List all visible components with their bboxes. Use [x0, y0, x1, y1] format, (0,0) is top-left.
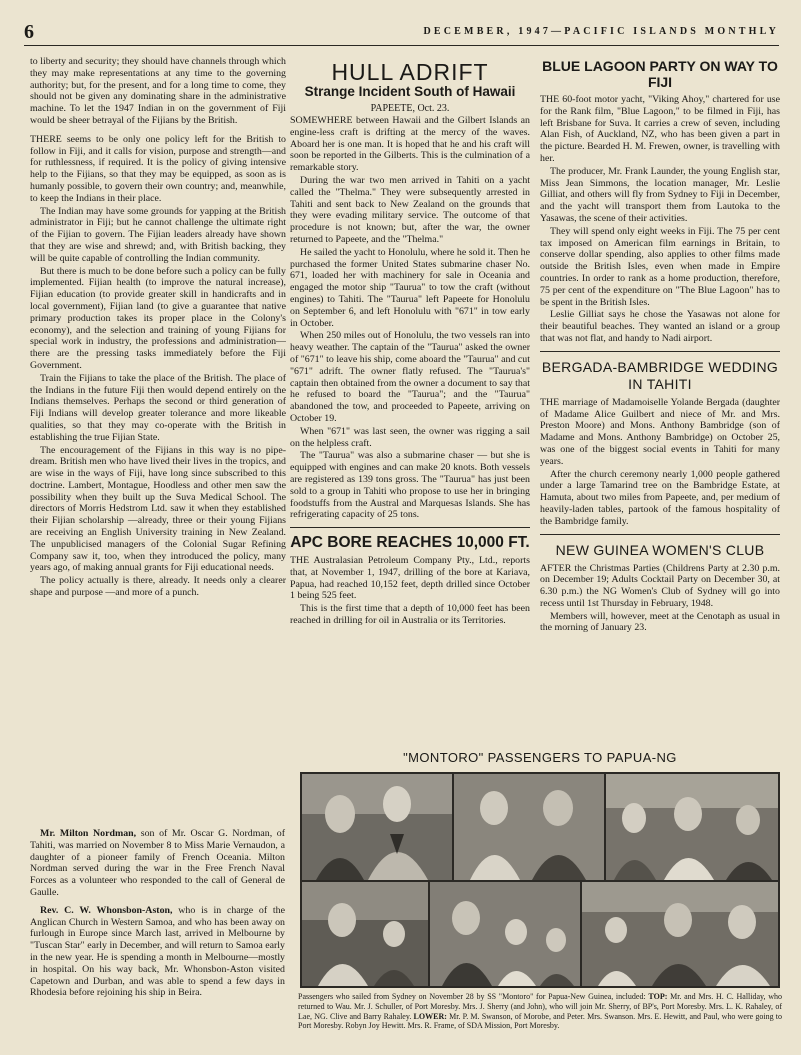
lagoon-paragraph: They will spend only eight weeks in Fiji. The 75 per cent tax imposed on American film earnings in Britain, to conserve dollar spending, also applies to other films made outside the British Isles, even when made in Empire countries. In order to rank as a home production, therefore, 75 per cent of the expenditure on "The Blue Lagoon" has to be spent in the British Isles. [540, 225, 780, 308]
hull-article [290, 60, 530, 730]
nordman-note: Mr. Milton Nordman, son of Mr. Oscar G. Nordman, of Tahiti, was married on November 8 to Miss Marie Vernaudon, a daughter of a pioneer family of French Oceania. Milton Nordman served during the war in the Free French Naval Forces as a volunteer who responded to the call of General de Gaulle. [30, 828, 286, 898]
page-number: 6 [24, 21, 34, 43]
hull-headline: HULL ADRIFT [331, 60, 489, 85]
lagoon-paragraph: THE 60-foot motor yacht, "Viking Ahoy," chartered for use for the Rank film, "Blue Lagoon," to be filmed in Fiji, has left Brisbane for Suva. It carries a crew of seven, including Alan Fish, of Auckland, NZ, who has been given a part in the picture. Bearded H. M. Frewen, owner, is travelling with her. [540, 94, 780, 164]
nordman-name: Mr. Milton Nordman, [40, 828, 137, 839]
hull-paragraph: He sailed the yacht to Honolulu, where he sold it. Then he purchased the former United States submarine chaser No. 671, loaded her with machinery for sale in Oceania and engaged the motor ship "Taurua" to tow the craft (without engines) to Tahiti. The "Taurua" left Papeete for Honolulu on September 6, and left Honolulu with "671" in tow early in October. [290, 246, 530, 329]
lagoon-headline: BLUE LAGOON PARTY ON WAY TO FIJI [542, 58, 778, 90]
fiji-paragraph: Train the Fijians to take the place of the British. The place of the Indians in the future Fiji then would depend entirely on the Indians themselves. Perhaps the second or third generation of Fiji Indians will develop greater tolerance and more likeable qualities, so that they may co-operate with the British in establishing the true Fijian State. [30, 372, 286, 443]
caption-top-text: Mr. and Mrs. H. C. Halliday, who returned to Wau. Mr. J. Schuller, of Port Moresby. Mrs. J. Sherry (and John), who will join Mr. Sherry, of BP's, Port Moresby. Mrs. L. K. Rahaley, of Lae, NG. Clive and Barry Rahaley. [298, 992, 783, 1021]
bore-paragraph: THE Australasian Petroleum Company Pty., Ltd., reports that, at November 1, 1947, drilling of the bore at Kariava, Papua, had reached 10,152 feet, depth drilled since October 1 being 525 feet. [290, 555, 530, 602]
club-paragraph: Members will, however, meet at the Cenotaph as usual in the morning of January 23. [540, 610, 780, 634]
caption-top-label: TOP: [648, 992, 668, 1001]
running-head-text: DECEMBER, 1947—PACIFIC ISLANDS MONTHLY [423, 26, 779, 37]
fiji-article [30, 56, 286, 818]
passenger-photo [430, 882, 580, 986]
whonsbon-note: Rev. C. W. Whonsbon-Aston, who is in charge of the Anglican Church in Western Samoa, and who has been away on furlough in Europe since March last, arrived in Melbourne by "Tuscan Star" early in December, and will return to Samoa early in the new year. He is spending a month in Melbourne—mostly in hospital. On his way back, Mr. Whonsbon-Aston visited Capetown and Durban, and was able to spend a few days in Rhodesia before rejoining his ship in Beira. [30, 904, 285, 999]
fiji-paragraph: The encouragement of the Fijians in this way is no pipe-dream. British men who have lived their lives in the tropics, and are wise in the ways of Fiji, have long since subscribed to this doctrine. Lambert, Montague, Hoodless and other men saw the possibility when they built up the Suva Medical School. The directors of Morris Hedstrom Ltd. saw it when they established their Fijian scholarship —already, three or their young Fijians are receiving an English University training in New Zealand. The unpublicised managers of the Colonial Sugar Refining Company saw it, too, when they introduced the policy, many years ago, of making annual grants for Fiji educational needs. [30, 444, 286, 574]
fiji-paragraph: The Indian may have some grounds for yapping at the British administrator in Fiji; but he cannot challenge the ultimate right of the Fijian to govern. The Fijian leaders already have shown that they are wise and shrewd; and, with British backing, they will be quite capable of controlling the Indian community. [30, 205, 286, 264]
section-rule [540, 351, 780, 352]
fiji-paragraph: But there is much to be done before such a policy can be fully implemented. Fijian health (to improve the natural increase), Fijian education (to provide greater skill in handicrafts and in local government), Fijian land (to give a guarantee that native primary production takes its proper place in the Colony's economy), and the selection and training of young Fijians for special work in industry, the professions and administration—there are the pressing tasks immediately before the Fiji Government. [30, 265, 286, 371]
photo-headline: "MONTORO" PASSENGERS TO PAPUA-NG [403, 750, 677, 765]
bore-headline: APC BORE REACHES 10,000 FT. [290, 534, 530, 552]
running-head [24, 22, 779, 46]
caption-intro: Passengers who sailed from Sydney on November 28 by SS "Montoro" for Papua-New Guinea, included: [298, 992, 646, 1001]
section-rule [290, 527, 530, 528]
hull-paragraph: When "671" was last seen, the owner was rigging a sail on the helpless craft. [290, 425, 530, 449]
whonsbon-name: Rev. C. W. Whonsbon-Aston, [40, 904, 173, 916]
photo-caption [298, 992, 782, 1031]
hull-paragraph: The "Taurua" was also a submarine chaser — but she is equipped with engines and can make 20 knots. Both vessels are registered as 139 tons gross. The "Taurua" has just been sold to a group in Tahiti who propose to use her in bringing foodstuffs from the Austral and Marquesas Islands. She has refrigerating capacity of 25 tons. [290, 450, 530, 521]
hull-dateline: PAPEETE, Oct. 23. [370, 103, 450, 114]
passenger-photo [302, 882, 428, 986]
caption-lower-label: LOWER: [413, 1011, 447, 1021]
personal-notes [30, 828, 285, 1001]
hull-paragraph: When 250 miles out of Honolulu, the two vessels ran into heavy weather. The captain of the "Taurua" asked the owner of "671" to leave his ship, come aboard the "Taurua" and cut "671" adrift. The owner flatly refused. The "Taurua's" captain then obtained from the owner a document to say that he refused to board the "Taurua"; and the "Taurua" abandoned the tow, and proceeded to Papeete, arriving on October 19. [290, 330, 530, 424]
lagoon-paragraph: The producer, Mr. Frank Launder, the young English star, Miss Jean Simmons, the location manager, Mr. Leslie Gilliat, and others will fly from Sydney to Fiji in December, and the yacht will transport them from Lautoka to the Yasawas, the scene of their activities. [540, 165, 780, 224]
bore-paragraph: This is the first time that a depth of 10,000 feet has been reached in drilling for oil in Australia or its Territories. [290, 603, 530, 627]
passenger-photos [300, 772, 780, 988]
fiji-paragraph: THERE seems to be only one policy left for the British to follow in Fiji, and it calls for vision, purpose and strength—and for ruthlessness, if required. It is the policy of giving intensive help to the Fijians, so that they may be equipped, as soon as is humanly possible, to govern their own country; and, meanwhile, to keep the Indians in their place. [30, 133, 286, 204]
wedding-paragraph: THE marriage of Madamoiselle Yolande Bergada (daughter of Madame Alice Guilbert and niece of Mr. and Mrs. Preston Moore) and Mons. Anthony Bambridge (son of Madame and Mons. Anthony Bambridge) on October 25, was one of the biggest social events in Tahiti for many years. [540, 396, 780, 467]
hull-subheadline: Strange Incident South of Hawaii [304, 84, 516, 99]
wedding-headline: BERGADA-BAMBRIDGE WEDDING IN TAHITI [541, 358, 779, 392]
passenger-photo [454, 774, 604, 880]
passenger-photo [606, 774, 778, 880]
fiji-paragraph: The policy actually is there, already. It needs only a clearer shape and purpose —and more of a punch. [30, 575, 286, 599]
passenger-photo [582, 882, 778, 986]
lagoon-paragraph: Leslie Gilliat says he chose the Yasawas not alone for their beautiful beaches. They wanted an island or a group that was not flat, and handy to Nadi airport. [540, 309, 780, 344]
club-paragraph: AFTER the Christmas Parties (Childrens Party at 2.30 p.m. on December 19; Adults Cocktail Party on December 30, at 6.30 p.m.) the NG Women's Club of Sydney will go into recess until 1st Thursday in February, 1948. [540, 562, 780, 609]
caption-lower-text: Mr. P. M. Swanson, of Morobe, and Peter. Mrs. Swanson. Mrs. E. Hewitt, and Paul, who were going to Port Moresby. Robyn Joy Hewitt. Mrs. R. Frame, of SDA Mission, Port Moresby. [298, 1011, 783, 1031]
club-headline: NEW GUINEA WOMEN'S CLUB [555, 541, 765, 558]
passenger-photo [302, 774, 452, 880]
hull-paragraph: SOMEWHERE between Hawaii and the Gilbert Islands an engine-less craft is drifting at the mercy of the waves. Aboard her is one man. It is hoped that he and his craft will soon be reported in the Gilberts. This is the culmination of a remarkable story. [290, 115, 530, 174]
fiji-paragraph: to liberty and security; they should have channels through which they may make representations at any time to the governing authority; but, for the present, and for a long time to come, they should not be given any dominating share in the administrative machine. To let the 1947 Indian in on the government of Fiji would be sheer betrayal of the Fijians by the British. [30, 56, 286, 126]
right-column [540, 58, 780, 746]
hull-paragraph: During the war two men arrived in Tahiti on a yacht called the "Thelma." They were subsequently arrested in Tahiti and sent back to New Zealand on the grounds that they were evading military service. The outcome of that procedure is not known; but, after the war, the owner returned to Papeete, and the "Thelma." [290, 174, 530, 245]
wedding-paragraph: After the church ceremony nearly 1,000 people gathered under a large Tamarind tree on the Bambridge Estate, at Hamuta, about two miles from Papeete, and, per medium of heavily-laden tables, partook of the famous hospitality of the Bambridge family. [540, 468, 780, 527]
section-rule [540, 534, 780, 535]
